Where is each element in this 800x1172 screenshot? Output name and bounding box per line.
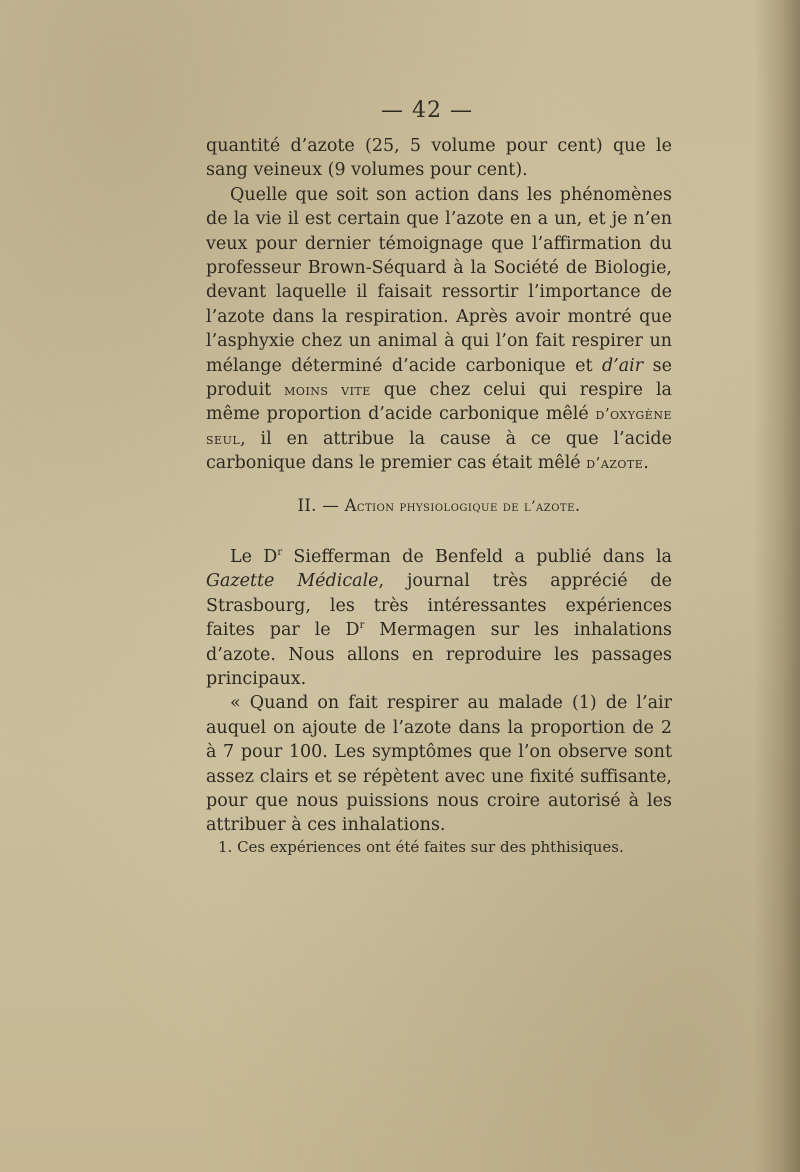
section-dash: — bbox=[316, 496, 345, 515]
section-title-initial: A bbox=[344, 496, 357, 515]
paragraph-2-text-c: que chez celui qui respire la même proportion d’acide carbonique mêlé bbox=[206, 380, 672, 425]
paragraph-1-text: quantité d’azote (25, 5 volume pour cent) que le sang veineux (9 volumes pour cent). bbox=[206, 136, 672, 181]
section-title-period: . bbox=[574, 496, 581, 515]
paragraph-3-text-d: Mermagen sur les inhalations d’azote. Nous allons en reproduire les passages principaux. bbox=[206, 620, 672, 690]
journal-title: Gazette Médicale bbox=[206, 571, 379, 592]
paragraph-2-text-a: Quelle que soit son action dans les phénomènes de la vie il est certain que l’azote en a un, et je n’en veux pour dernier témoignage que l’affirmation du professeur Brown-Séquard à la Société de Biologie, devant laquelle il faisait ressortir l’importance de l’azote dans la respiration. Après avoir montré que l’asphyxie chez un animal à qui l’on fait respirer un mélange déterminé d’acide carbonique et bbox=[206, 184, 672, 376]
page-number: — 42 — bbox=[381, 98, 473, 123]
paragraph-4 bbox=[206, 691, 672, 837]
paragraph-2 bbox=[206, 183, 672, 476]
paragraph-2-text-d: , il en attribue la cause à ce que l’acide carbonique dans le premier cas était mêlé bbox=[206, 428, 672, 474]
paragraph-3-sup-a: r bbox=[277, 547, 283, 559]
paragraph-2-text-b: se produit bbox=[206, 355, 672, 401]
section-title: ction physiologique de l’azote bbox=[356, 499, 575, 515]
paragraph-3-text-c: , journal très apprécié de Strasbourg, les très intéressantes expériences faites par le D bbox=[206, 571, 672, 641]
paragraph-2-text-e: . bbox=[643, 453, 649, 474]
body-text-block bbox=[206, 134, 672, 476]
page-edge-shadow bbox=[754, 0, 800, 1172]
paragraph-3-text-a: Le D bbox=[230, 547, 278, 567]
oxygene-seul-smallcaps: d’oxygène seul bbox=[206, 405, 672, 448]
air-italic: d’air bbox=[601, 355, 644, 376]
footnote: 1. Ces expériences ont été faites sur des phthisiques. bbox=[218, 838, 624, 856]
paragraph-3-text-b: Siefferman de Benfeld a publié dans la bbox=[282, 547, 672, 567]
moins-vite-smallcaps: moins vite bbox=[284, 381, 371, 400]
section-numeral: II. bbox=[297, 496, 317, 515]
paragraph-4-text: « Quand on fait respirer au malade (1) de l’air auquel on ajoute de l’azote dans la proportion de 2 à 7 pour 100. Les symptômes que l’on observe sont assez clairs et se répètent avec une fixité suffisante, pour que nous puissions nous croire autorisé à les attribuer à ces inhalations. bbox=[206, 693, 672, 836]
paragraph-3-sup-b: r bbox=[359, 620, 365, 632]
azote-smallcaps: d’azote bbox=[586, 454, 644, 473]
section-heading bbox=[206, 496, 672, 515]
section-2-text bbox=[206, 545, 672, 838]
paragraph-3 bbox=[206, 545, 672, 691]
paragraph-1 bbox=[206, 134, 672, 183]
